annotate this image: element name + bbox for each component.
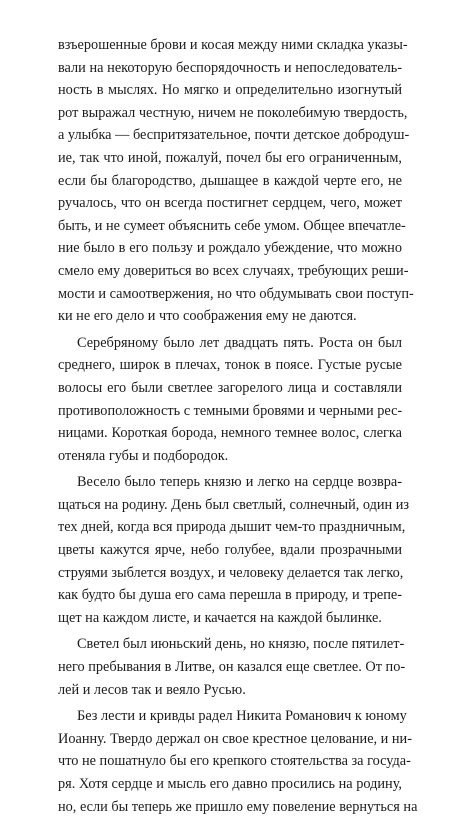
text-line: лей и лесов так и веяло Русью. [58, 681, 246, 698]
paragraph-4 [58, 633, 406, 701]
text-line: среднего, широк в плечах, тонок в поясе. Густые русые [58, 357, 402, 374]
text-line: Светел был июньский день, но князю, после пятилет- [77, 636, 405, 653]
text-line: щет на каждом листе, и качается на каждой былинке. [58, 609, 382, 626]
text-line: ие, так что иной, пожалуй, почел бы его ограниченным, [58, 149, 402, 166]
text-line: тех дней, когда вся природа дышит чем-то праздничным, [58, 519, 406, 536]
text-line: него пребывания в Литве, он казался еще светлее. От по- [58, 659, 406, 676]
text-line: противоположность с темными бровями и черными рес- [58, 402, 403, 419]
paragraph-5 [58, 705, 418, 818]
text-line: ность в мыслях. Но мягко и определительно изогнутый [58, 82, 402, 99]
text-line: а улыбка — беспритязательное, почти детское добродуш- [58, 127, 410, 144]
text-line: вали на некоторую беспорядочность и непоследователь- [58, 59, 402, 76]
text-line: если бы благородство, дышащее в каждой черте его, не [58, 172, 402, 189]
text-line: волосы его были светлее загорелого лица и составляли [58, 379, 402, 396]
text-line: ницами. Короткая борода, немного темнее волос, слегка [58, 425, 402, 442]
paragraph-1 [58, 34, 414, 328]
text-line: как будто бы душа его сама перешла в природу, и трепе- [58, 587, 402, 604]
text-line: что не пошатнуло бы его крепкого стоятельства за госуда- [58, 753, 411, 770]
text-line: ручалось, что он всегда постигнет сердцем, чего, может [58, 195, 402, 212]
text-line: быть, и не сумеет объяснить себе умом. Общее впечатле- [58, 217, 406, 234]
text-line: рот выражал честную, ничем не поколебимую твердость, [58, 104, 408, 121]
text-line: струями зыблется воздух, и человеку делается так легко, [58, 564, 404, 581]
text-line: смело ему довериться во всех случаях, требующих реши- [58, 262, 409, 279]
text-line: взъерошенные брови и косая между ними складка указы- [58, 37, 408, 53]
text-line: Без лести и кривды радел Никита Романович к юному [77, 708, 407, 725]
text-line: но, если бы теперь же пришло ему повеление вернуться на [58, 798, 418, 815]
text-line: ря. Хотя сердце и мысль его давно просились на родину, [58, 776, 402, 792]
text-line: щаться на родину. День был светлый, солнечный, один из [58, 496, 410, 513]
text-line: Серебряному было лет двадцать пять. Роста он был [77, 334, 402, 351]
text-line: мости и самоотвержения, но что обдумывать свои поступ- [58, 285, 414, 302]
text-line: Весело было теперь князю и легко на сердце возвра- [77, 474, 402, 491]
text-line: отеняла губы и подбородок. [58, 447, 229, 464]
paragraph-3 [58, 471, 410, 629]
text-line: ки не его дело и что соображения ему не даются. [58, 308, 357, 325]
text-line: Иоанну. Твердо держал он свое крестное целование, и ни- [58, 730, 412, 747]
text-line: цветы кажутся ярче, небо голубее, вдали прозрачными [58, 542, 402, 559]
book-page [58, 34, 418, 818]
paragraph-2 [58, 332, 402, 468]
text-line: ние было в его пользу и рождало убеждение, что можно [58, 240, 402, 257]
